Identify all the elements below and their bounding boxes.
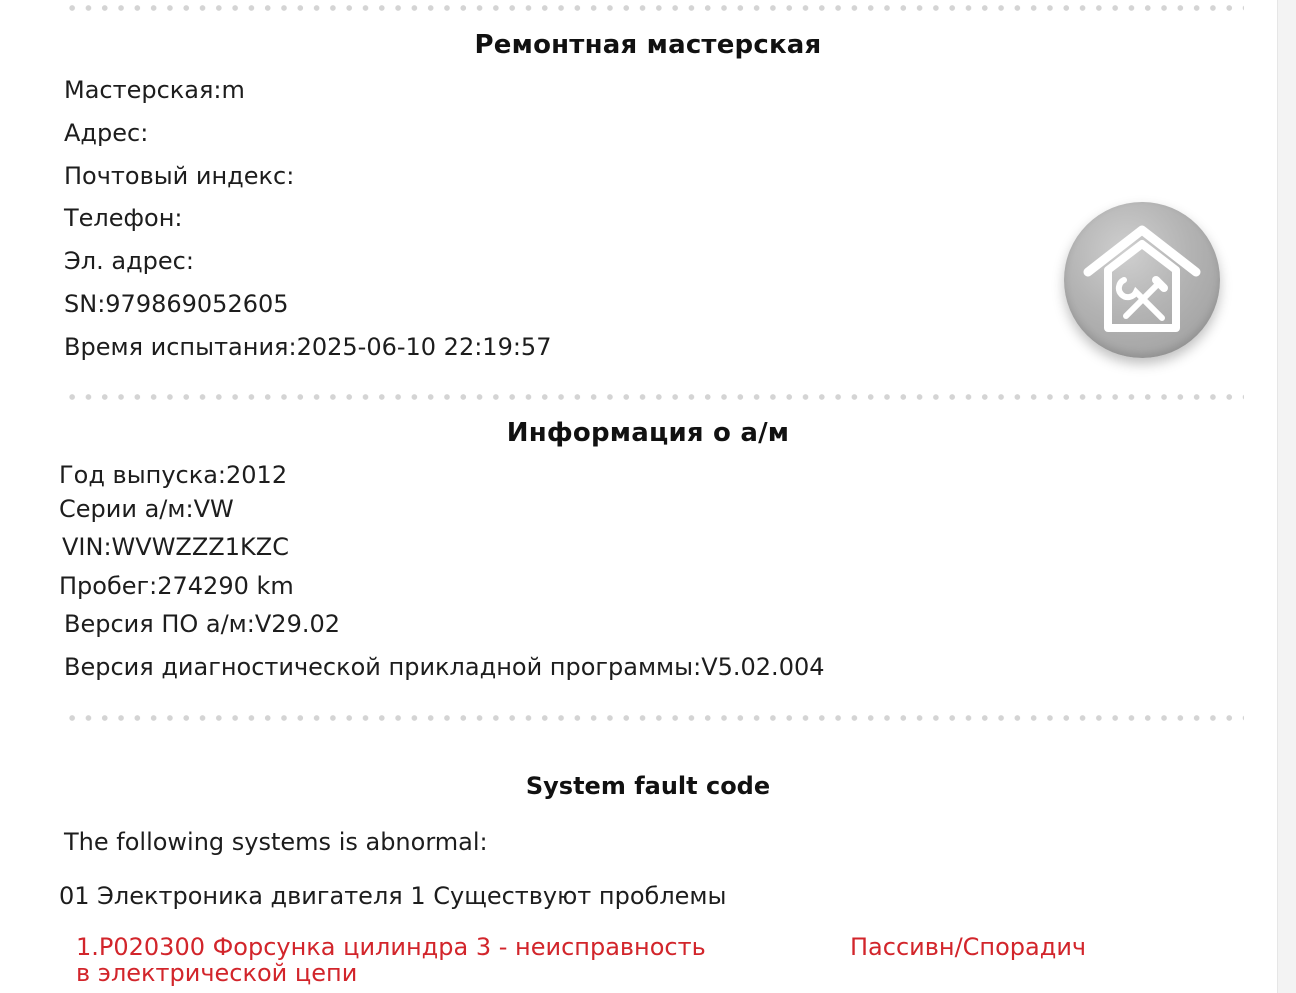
- vehicle-series-row: Серии а/м:VW: [59, 495, 234, 523]
- vehicle-vin-row: VIN:WVWZZZ1KZC: [62, 533, 289, 561]
- workshop-address-row: Адрес:: [64, 119, 149, 147]
- fault-code-description: 1.P020300 Форсунка цилиндра 3 - неисправность в электрической цепи: [76, 933, 706, 987]
- dotted-divider: [64, 5, 1244, 11]
- abnormal-systems-intro: The following systems is abnormal:: [64, 828, 488, 856]
- vehicle-year-row: Год выпуска:2012: [59, 461, 288, 489]
- scroll-edge: [1277, 0, 1296, 993]
- dotted-divider: [64, 394, 1244, 400]
- fault-code-status: Пассивн/Спорадич: [850, 933, 1087, 961]
- vehicle-software-version-row: Версия ПО а/м:V29.02: [64, 610, 340, 638]
- workshop-email-row: Эл. адрес:: [64, 247, 194, 275]
- workshop-sn-row: SN:979869052605: [64, 290, 289, 318]
- workshop-test-time-row: Время испытания:2025-06-10 22:19:57: [64, 333, 552, 361]
- fault-system-row: 01 Электроника двигателя 1 Существуют проблемы: [59, 882, 727, 910]
- workshop-name-row: Мастерская:m: [64, 76, 245, 104]
- house-repair-icon-graphic: [1064, 202, 1220, 358]
- workshop-phone-row: Телефон:: [64, 204, 183, 232]
- vehicle-mileage-row: Пробег:274290 km: [59, 572, 294, 600]
- fault-section-title: System fault code: [525, 772, 771, 800]
- diagnostic-app-version-row: Версия диагностической прикладной программы:V5.02.004: [64, 653, 825, 681]
- workshop-section-title: Ремонтная мастерская: [474, 30, 822, 60]
- workshop-postcode-row: Почтовый индекс:: [64, 162, 295, 190]
- vehicle-section-title: Информация о а/м: [506, 418, 790, 448]
- dotted-divider: [64, 715, 1244, 721]
- house-repair-icon: [1064, 202, 1220, 358]
